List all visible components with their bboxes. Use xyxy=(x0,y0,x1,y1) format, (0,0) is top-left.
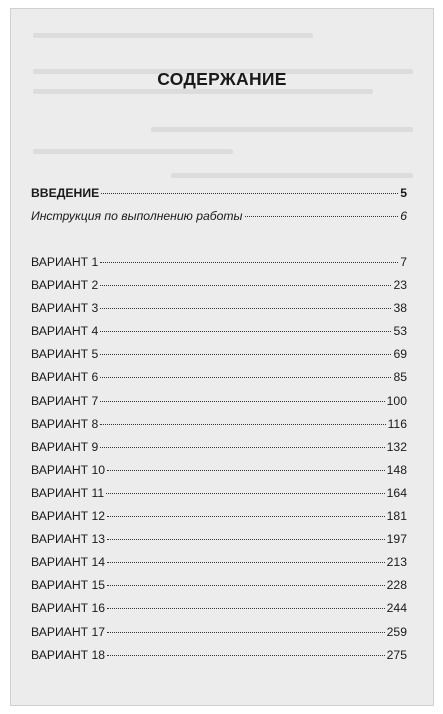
toc-entry-label: ВАРИАНТ 12 xyxy=(31,509,106,524)
toc-row-variant xyxy=(31,486,407,509)
toc-row-variant xyxy=(31,509,407,532)
toc-row-variant xyxy=(31,463,407,486)
toc-row-variant xyxy=(31,255,407,278)
toc-page-number: 85 xyxy=(393,370,407,385)
toc-row-variant xyxy=(31,370,407,393)
toc-page-number: 116 xyxy=(387,416,407,431)
toc-entry-label: ВАРИАНТ 15 xyxy=(31,578,106,593)
dot-leader xyxy=(100,447,384,448)
toc-row-variant xyxy=(31,601,407,624)
dot-leader xyxy=(107,632,385,633)
toc-entry-label: ВАРИАНТ 7 xyxy=(31,393,99,408)
page-title: СОДЕРЖАНИЕ xyxy=(157,69,287,89)
toc-page-number: 7 xyxy=(400,255,407,269)
toc-page-number: 213 xyxy=(386,555,407,570)
book-page xyxy=(10,8,434,706)
toc-page-number: 69 xyxy=(393,347,407,362)
toc-entry-label: ВАРИАНТ 8 xyxy=(31,416,99,431)
toc-page-number: 275 xyxy=(386,647,407,662)
toc-page-number: 228 xyxy=(386,578,407,593)
toc-entry-label: ВАРИАНТ 17 xyxy=(31,624,106,639)
toc-row-variant xyxy=(31,301,407,324)
toc-entry-label: ВАРИАНТ 1 xyxy=(31,255,99,269)
toc-page-number: 5 xyxy=(400,186,407,200)
toc-page-number: 53 xyxy=(393,324,407,339)
bleed-through-line xyxy=(171,173,413,178)
dot-leader xyxy=(100,308,391,309)
toc-row-variant xyxy=(31,278,407,301)
toc-row-variant xyxy=(31,532,407,555)
toc-page-number: 100 xyxy=(386,393,407,408)
dot-leader xyxy=(107,655,385,656)
dot-leader xyxy=(107,470,385,471)
dot-leader xyxy=(107,585,385,586)
toc-row-instructions xyxy=(31,209,407,232)
toc-page-number: 244 xyxy=(386,601,407,616)
dot-leader xyxy=(101,193,398,194)
dot-leader xyxy=(107,516,385,517)
toc-row-variant xyxy=(31,394,407,417)
toc-page-number: 259 xyxy=(386,624,407,639)
dot-leader xyxy=(100,285,391,286)
toc-variants xyxy=(31,255,407,671)
toc-row-variant xyxy=(31,324,407,347)
toc-page-number: 164 xyxy=(386,485,407,500)
dot-leader xyxy=(106,493,385,494)
toc-entry-label: ВАРИАНТ 6 xyxy=(31,370,99,385)
toc-page-number: 132 xyxy=(386,439,407,454)
toc-entry-label: ВАРИАНТ 13 xyxy=(31,532,106,547)
toc-row-introduction xyxy=(31,186,407,209)
toc-entry-label: ВАРИАНТ 2 xyxy=(31,278,99,293)
dot-leader xyxy=(100,354,391,355)
toc-entry-label: ВВЕДЕНИЕ xyxy=(31,186,100,200)
toc-page-number: 197 xyxy=(386,532,407,547)
toc-entry-label: ВАРИАНТ 18 xyxy=(31,647,106,662)
toc-row-variant xyxy=(31,555,407,578)
toc-row-variant xyxy=(31,625,407,648)
dot-leader xyxy=(100,331,391,332)
toc-entry-label: ВАРИАНТ 14 xyxy=(31,555,106,570)
toc-entry-label: ВАРИАНТ 3 xyxy=(31,301,99,316)
dot-leader xyxy=(100,424,385,425)
dot-leader xyxy=(107,539,385,540)
toc-page-number: 181 xyxy=(386,509,407,524)
toc-entry-label: Инструкция по выполнению работы xyxy=(31,209,243,224)
toc-entry-label: ВАРИАНТ 4 xyxy=(31,324,99,339)
toc-row-variant xyxy=(31,648,407,671)
bleed-through-line xyxy=(151,127,413,132)
toc-row-variant xyxy=(31,440,407,463)
toc-entry-label: ВАРИАНТ 9 xyxy=(31,439,99,454)
dot-leader xyxy=(245,216,399,217)
toc-entry-label: ВАРИАНТ 10 xyxy=(31,462,106,477)
toc-page-number: 6 xyxy=(400,209,407,224)
toc-row-variant xyxy=(31,417,407,440)
dot-leader xyxy=(107,562,385,563)
dot-leader xyxy=(100,262,398,263)
toc-front-matter xyxy=(31,186,407,232)
toc-entry-label: ВАРИАНТ 11 xyxy=(31,485,105,500)
dot-leader xyxy=(100,377,391,378)
bleed-through-line xyxy=(33,149,233,154)
toc-page-number: 148 xyxy=(386,462,407,477)
dot-leader xyxy=(107,608,385,609)
toc-row-variant xyxy=(31,578,407,601)
toc-entry-label: ВАРИАНТ 16 xyxy=(31,601,106,616)
bleed-through-line xyxy=(33,33,313,38)
toc-page-number: 23 xyxy=(393,278,407,293)
dot-leader xyxy=(100,401,384,402)
toc-row-variant xyxy=(31,347,407,370)
toc-entry-label: ВАРИАНТ 5 xyxy=(31,347,99,362)
toc-page-number: 38 xyxy=(393,301,407,316)
